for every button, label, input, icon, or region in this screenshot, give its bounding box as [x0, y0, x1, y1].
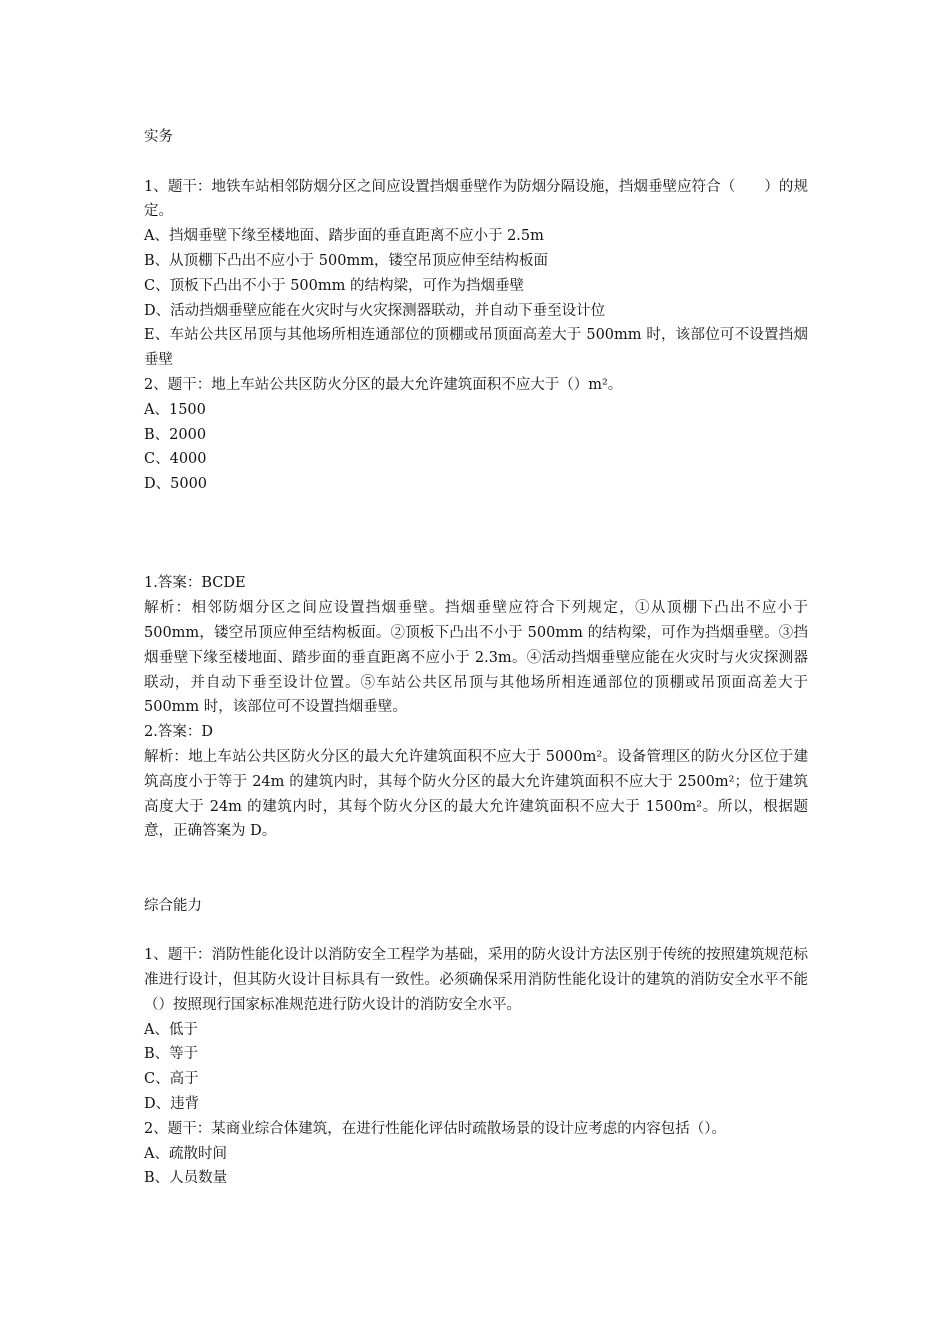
question-2-stem: 2、题干：地上车站公共区防火分区的最大允许建筑面积不应大于（）m²。 — [144, 376, 623, 393]
answer-2: 2.答案：D — [144, 724, 213, 741]
document-body — [144, 125, 808, 1191]
question-3-option-b: B、等于 — [144, 1046, 199, 1063]
question-1-option-a: A、挡烟垂壁下缘至楼地面、踏步面的垂直距离不应小于 2.5m — [144, 228, 544, 245]
question-3-stem: 1、题干：消防性能化设计以消防安全工程学为基础，采用的防火设计方法区别于传统的按照建筑规范标准进行设计，但其防火设计目标具有一致性。必须确保采用消防性能化设计的建筑的消防安全水平不能（）按照现行国家标准规范进行防火设计的消防安全水平。 — [144, 947, 808, 1013]
question-4-option-b: B、人员数量 — [144, 1170, 228, 1187]
question-2-option-d: D、5000 — [144, 476, 208, 493]
section-heading-comprehensive: 综合能力 — [144, 897, 202, 914]
question-1-stem: 1、题干：地铁车站相邻防烟分区之间应设置挡烟垂壁作为防烟分隔设施，挡烟垂壁应符合（ ）的规定。 — [144, 178, 808, 220]
section-heading-practice: 实务 — [144, 129, 173, 145]
question-3-option-d: D、违背 — [144, 1096, 200, 1113]
question-3-option-a: A、低于 — [144, 1021, 198, 1038]
question-4-option-a: A、疏散时间 — [144, 1145, 227, 1162]
question-2-option-a: A、1500 — [144, 401, 206, 418]
spacer — [144, 844, 808, 894]
analysis-2: 解析：地上车站公共区防火分区的最大允许建筑面积不应大于 5000m²。设备管理区的防火分区位于建筑高度小于等于 24m 的建筑内时，其每个防火分区的最大允许建筑面积不应大于 2500m²；位于建筑高度大于 24m 的建筑内时，其每个防火分区的最大允许建筑面积不应大于 1500m²。所以，根据题意，正确答案为 D。 — [144, 748, 808, 840]
question-1-option-c: C、顶板下凸出不小于 500mm 的结构梁，可作为挡烟垂壁 — [144, 277, 524, 294]
question-1-option-b: B、从顶棚下凸出不应小于 500mm，镂空吊顶应伸至结构板面 — [144, 252, 548, 269]
spacer — [144, 150, 808, 175]
spacer — [144, 919, 808, 944]
question-2-option-c: C、4000 — [144, 451, 207, 468]
analysis-1: 解析：相邻防烟分区之间应设置挡烟垂壁。挡烟垂壁应符合下列规定，①从顶棚下凸出不应小于 500mm，镂空吊顶应伸至结构板面。②顶板下凸出不小于 500mm 的结构梁，可作为挡烟垂壁。③挡烟垂壁下缘至楼地面、踏步面的垂直距离不应小于 2.3m。④活动挡烟垂壁应能在火灾时与火灾探测器联动，并自动下垂至设计位置。⑤车站公共区吊顶与其他场所相连通部位的顶棚或吊顶面高差大于 500mm 时，该部位可不设置挡烟垂壁。 — [144, 600, 808, 716]
question-1-option-d: D、活动挡烟垂壁应能在火灾时与火灾探测器联动，并自动下垂至设计位 — [144, 302, 606, 319]
question-1-option-e: E、车站公共区吊顶与其他场所相连通部位的顶棚或吊顶面高差大于 500mm 时，该部位可不设置挡烟垂壁 — [144, 327, 808, 369]
answer-1: 1.答案：BCDE — [144, 575, 246, 592]
spacer — [144, 497, 808, 571]
question-2-option-b: B、2000 — [144, 426, 207, 443]
question-3-option-c: C、高于 — [144, 1071, 199, 1088]
question-4-stem: 2、题干：某商业综合体建筑，在进行性能化评估时疏散场景的设计应考虑的内容包括（）。 — [144, 1120, 726, 1137]
